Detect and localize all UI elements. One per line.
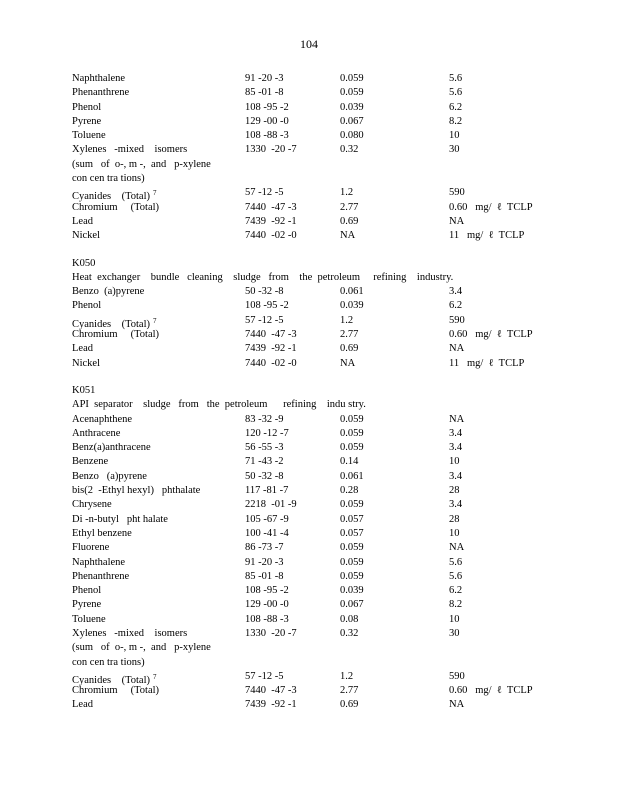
nonwastewater-value: 5.6: [449, 570, 463, 582]
nonwastewater-value: 10: [449, 527, 460, 539]
constituent-name: Toluene: [72, 613, 106, 625]
wastewater-value: 0.059: [340, 570, 364, 582]
wastewater-value: 0.69: [340, 699, 359, 711]
cas-number: 120 -12 -7: [245, 427, 289, 439]
constituent-name: Lead: [72, 215, 93, 227]
waste-code: K050: [72, 257, 96, 269]
nonwastewater-value: NA: [449, 413, 465, 425]
constituent-name: Cyanides (Total) $^7$: [72, 316, 157, 330]
section-k050: [72, 257, 552, 371]
table-row: [72, 201, 552, 215]
section-k051: [72, 384, 552, 713]
table-row: [72, 328, 552, 342]
wastewater-value: 2.77: [340, 329, 359, 341]
cas-number: 57 -12 -5: [245, 314, 284, 326]
document-body: [72, 72, 552, 713]
nonwastewater-value: 5.6: [449, 87, 463, 99]
wastewater-value: 0.057: [340, 527, 364, 539]
table-row: [72, 556, 552, 570]
nonwastewater-value: 11 mg/ ℓ TCLP: [449, 357, 525, 369]
table-row: [72, 229, 552, 243]
table-row: [72, 484, 552, 498]
nonwastewater-value: 0.60 mg/ ℓ TCLP: [449, 685, 533, 697]
wastewater-value: 0.057: [340, 513, 364, 525]
constituent-name: Phenol: [72, 300, 102, 312]
constituent-name: (sum of o-, m -, and p-xylene: [72, 642, 211, 654]
wastewater-value: 0.32: [340, 144, 359, 156]
cas-number: 7439 -92 -1: [245, 215, 297, 227]
wastewater-value: 0.059: [340, 556, 364, 568]
cas-number: 57 -12 -5: [245, 670, 284, 682]
cas-number: 91 -20 -3: [245, 73, 284, 84]
section-table: [72, 413, 552, 713]
wastewater-value: NA: [340, 230, 356, 242]
table-row: [72, 115, 552, 129]
nonwastewater-value: 0.60 mg/ ℓ TCLP: [449, 329, 533, 341]
table-row: [72, 314, 552, 328]
constituent-name: Cyanides (Total) $^7$: [72, 672, 157, 686]
constituent-name: Pyrene: [72, 599, 102, 611]
table-row: [72, 527, 552, 541]
table-row: [72, 413, 552, 427]
constituent-name: Naphthalene: [72, 73, 126, 84]
page-number: 104: [300, 37, 318, 51]
nonwastewater-value: 10: [449, 613, 460, 625]
constituent-name: Phenol: [72, 101, 102, 113]
constituent-name: Benzo (a)pyrene: [72, 286, 145, 298]
constituent-name: bis(2 -Ethyl hexyl) phthalate: [72, 485, 201, 497]
wastewater-value: 0.059: [340, 499, 364, 511]
table-row: [72, 215, 552, 229]
constituent-name: Nickel: [72, 357, 100, 369]
nonwastewater-value: 10: [449, 130, 460, 142]
footnote-marker: 7: [153, 189, 157, 198]
wastewater-value: 0.067: [340, 599, 364, 611]
cas-number: 105 -67 -9: [245, 513, 289, 525]
constituent-name: con cen tra tions): [72, 173, 145, 185]
wastewater-value: 0.061: [340, 470, 364, 482]
table-row: [72, 172, 552, 186]
table-row: [72, 513, 552, 527]
cas-number: 85 -01 -8: [245, 570, 284, 582]
cas-number: 108 -95 -2: [245, 585, 289, 597]
wastewater-value: 0.08: [340, 613, 359, 625]
nonwastewater-value: 8.2: [449, 599, 463, 611]
waste-description: API separator sludge from the petroleum refining indu stry.: [72, 399, 366, 411]
cas-number: 7440 -47 -3: [245, 329, 297, 341]
table-row: [72, 684, 552, 698]
table-row: [72, 158, 552, 172]
cas-number: 7439 -92 -1: [245, 699, 297, 711]
constituent-name: Phenanthrene: [72, 87, 130, 99]
table-row: [72, 143, 552, 157]
constituent-name: Di -n-butyl pht halate: [72, 513, 168, 525]
cas-number: 129 -00 -0: [245, 115, 289, 127]
table-row: [72, 455, 552, 469]
wastewater-value: 0.059: [340, 442, 364, 454]
wastewater-value: 0.32: [340, 627, 359, 639]
nonwastewater-value: 5.6: [449, 73, 463, 84]
table-row: [72, 598, 552, 612]
cas-number: 117 -81 -7: [245, 485, 289, 497]
constituent-name: con cen tra tions): [72, 656, 145, 668]
constituent-name: Lead: [72, 343, 93, 355]
constituent-name: Benzene: [72, 456, 109, 468]
waste-description: Heat exchanger bundle cleaning sludge from the petroleum refining industry.: [72, 271, 454, 283]
wastewater-value: 0.059: [340, 542, 364, 554]
cas-number: 108 -88 -3: [245, 613, 289, 625]
nonwastewater-value: 6.2: [449, 585, 463, 597]
constituent-name: Xylenes -mixed isomers: [72, 144, 188, 156]
nonwastewater-value: 10: [449, 456, 460, 468]
table-row: [72, 541, 552, 555]
cas-number: 50 -32 -8: [245, 286, 284, 298]
wastewater-value: 0.14: [340, 456, 359, 468]
cas-number: 56 -55 -3: [245, 442, 284, 454]
constituent-name: Benz(a)anthracene: [72, 442, 151, 454]
nonwastewater-value: 3.4: [449, 286, 463, 298]
cas-number: 108 -95 -2: [245, 300, 289, 312]
cas-number: 7440 -02 -0: [245, 357, 297, 369]
constituent-name: Nickel: [72, 230, 100, 242]
wastewater-value: 2.77: [340, 201, 359, 213]
cas-number: 100 -41 -4: [245, 527, 289, 539]
table-row: [72, 641, 552, 655]
table-row: [72, 86, 552, 100]
table-row: [72, 670, 552, 684]
constituent-name: Xylenes -mixed isomers: [72, 627, 188, 639]
table-row: [72, 470, 552, 484]
constituent-name: Chromium (Total): [72, 329, 160, 341]
wastewater-value: 1.2: [340, 314, 354, 326]
cas-number: 1330 -20 -7: [245, 144, 297, 156]
wastewater-value: 2.77: [340, 685, 359, 697]
wastewater-value: NA: [340, 357, 356, 369]
constituent-name: Cyanides (Total) $^7$: [72, 189, 157, 203]
nonwastewater-value: 3.4: [449, 442, 463, 454]
constituent-name: Lead: [72, 699, 93, 711]
nonwastewater-value: 8.2: [449, 115, 463, 127]
constituent-name: Benzo (a)pyrene: [72, 470, 147, 482]
constituent-name: (sum of o-, m -, and p-xylene: [72, 158, 211, 170]
table-row: [72, 285, 552, 299]
wastewater-value: 0.69: [340, 343, 359, 355]
constituent-name: Phenanthrene: [72, 570, 130, 582]
nonwastewater-value: 28: [449, 513, 460, 525]
section-continued-table: [72, 72, 552, 244]
cas-number: 85 -01 -8: [245, 87, 284, 99]
cas-number: 71 -43 -2: [245, 456, 284, 468]
constituent-name: Chrysene: [72, 499, 112, 511]
nonwastewater-value: 590: [449, 670, 465, 682]
table-row: [72, 627, 552, 641]
footnote-marker: 7: [153, 316, 157, 325]
constituent-name: Acenaphthene: [72, 413, 133, 425]
table-row: [72, 698, 552, 712]
constituent-name: Toluene: [72, 130, 106, 142]
table-row: [72, 498, 552, 512]
nonwastewater-value: NA: [449, 542, 465, 554]
cas-number: 108 -88 -3: [245, 130, 289, 142]
nonwastewater-value: NA: [449, 343, 465, 355]
section-table: [72, 285, 552, 371]
constituent-name: Phenol: [72, 585, 102, 597]
wastewater-value: 1.2: [340, 670, 354, 682]
footnote-marker: 7: [153, 672, 157, 681]
table-row: [72, 613, 552, 627]
table-row: [72, 342, 552, 356]
nonwastewater-value: 30: [449, 144, 460, 156]
cas-number: 108 -95 -2: [245, 101, 289, 113]
nonwastewater-value: 30: [449, 627, 460, 639]
table-row: [72, 72, 552, 86]
cas-number: 7440 -47 -3: [245, 201, 297, 213]
wastewater-value: 0.039: [340, 300, 364, 312]
cas-number: 57 -12 -5: [245, 187, 284, 199]
nonwastewater-value: 6.2: [449, 300, 463, 312]
constituent-name: Pyrene: [72, 115, 102, 127]
nonwastewater-value: 590: [449, 187, 465, 199]
nonwastewater-value: 11 mg/ ℓ TCLP: [449, 230, 525, 242]
nonwastewater-value: 3.4: [449, 427, 463, 439]
nonwastewater-value: 6.2: [449, 101, 463, 113]
wastewater-value: 0.059: [340, 73, 364, 84]
waste-code: K051: [72, 384, 96, 396]
constituent-name: Anthracene: [72, 427, 121, 439]
nonwastewater-value: 3.4: [449, 470, 463, 482]
table-row: [72, 299, 552, 313]
nonwastewater-value: 3.4: [449, 499, 463, 511]
table-row: [72, 584, 552, 598]
nonwastewater-value: 590: [449, 314, 465, 326]
cas-number: 86 -73 -7: [245, 542, 284, 554]
table-row: [72, 656, 552, 670]
cas-number: 1330 -20 -7: [245, 627, 297, 639]
cas-number: 50 -32 -8: [245, 470, 284, 482]
wastewater-value: 0.039: [340, 101, 364, 113]
wastewater-value: 0.059: [340, 413, 364, 425]
cas-number: 91 -20 -3: [245, 556, 284, 568]
table-row: [72, 570, 552, 584]
wastewater-value: 0.061: [340, 286, 364, 298]
cas-number: 7439 -92 -1: [245, 343, 297, 355]
nonwastewater-value: NA: [449, 699, 465, 711]
wastewater-value: 1.2: [340, 187, 354, 199]
cas-number: 2218 -01 -9: [245, 499, 297, 511]
nonwastewater-value: 0.60 mg/ ℓ TCLP: [449, 201, 533, 213]
table-row: [72, 441, 552, 455]
wastewater-value: 0.059: [340, 427, 364, 439]
nonwastewater-value: 5.6: [449, 556, 463, 568]
constituent-name: Naphthalene: [72, 556, 126, 568]
table-row: [72, 427, 552, 441]
cas-number: 7440 -02 -0: [245, 230, 297, 242]
table-row: [72, 129, 552, 143]
constituent-name: Chromium (Total): [72, 201, 160, 213]
wastewater-value: 0.28: [340, 485, 359, 497]
wastewater-value: 0.69: [340, 215, 359, 227]
table-row: [72, 357, 552, 371]
table-row: [72, 186, 552, 203]
cas-number: 83 -32 -9: [245, 413, 284, 425]
nonwastewater-value: NA: [449, 215, 465, 227]
constituent-name: Fluorene: [72, 542, 110, 554]
wastewater-value: 0.059: [340, 87, 364, 99]
constituent-name: Chromium (Total): [72, 685, 160, 697]
cas-number: 129 -00 -0: [245, 599, 289, 611]
cas-number: 7440 -47 -3: [245, 685, 297, 697]
table-row: [72, 101, 552, 115]
wastewater-value: 0.080: [340, 130, 364, 142]
nonwastewater-value: 28: [449, 485, 460, 497]
wastewater-value: 0.067: [340, 115, 364, 127]
constituent-name: Ethyl benzene: [72, 527, 132, 539]
wastewater-value: 0.039: [340, 585, 364, 597]
